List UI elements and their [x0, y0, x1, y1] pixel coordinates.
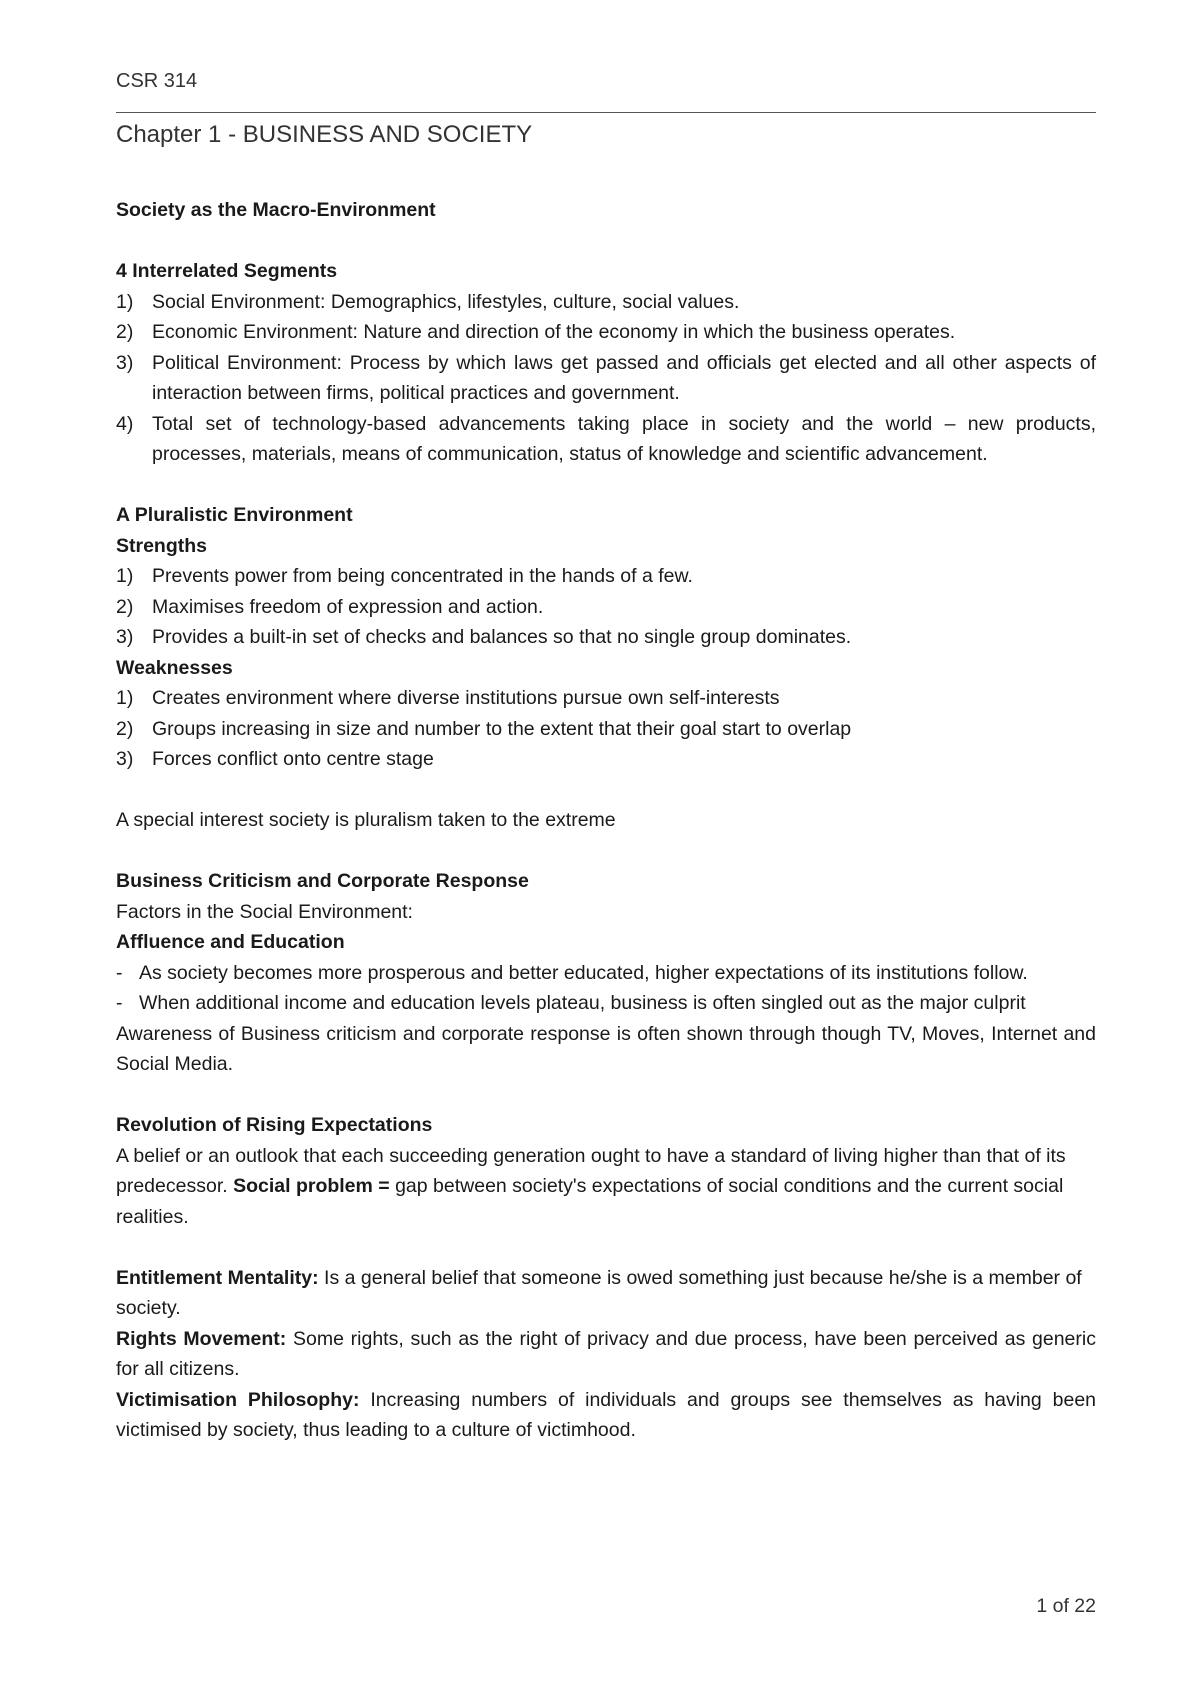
chapter-title: Chapter 1 - BUSINESS AND SOCIETY	[116, 121, 533, 148]
revolution-paragraph: A belief or an outlook that each succeeding generation ought to have a standard of living higher than that of its predecessor. Social problem = gap between society's expectations of social conditions and the current social realities.	[116, 1144, 1066, 1228]
section-heading: Business Criticism and Corporate Response	[116, 870, 529, 892]
awareness-paragraph: Awareness of Business criticism and corporate response is often shown through though TV, Moves, Internet and Social Media.	[116, 1022, 1096, 1075]
segments-list	[116, 287, 1096, 470]
section-heading: Revolution of Rising Expectations	[116, 1114, 433, 1136]
list-item: 2) Groups increasing in size and number to the extent that their goal start to overlap	[116, 717, 852, 740]
list-item: 3) Political Environment: Process by which laws get passed and officials get elected and all other aspects of interaction between firms, political practices and government.	[116, 351, 1096, 404]
list-item: 3) Provides a built-in set of checks and balances so that no single group dominates.	[116, 626, 852, 648]
list-item: - As society becomes more prosperous and better educated, higher expectations of its institutions follow.	[116, 961, 1028, 984]
header-divider	[116, 112, 1096, 113]
factors-line: Factors in the Social Environment:	[116, 900, 413, 923]
strengths-list	[116, 561, 1096, 653]
pluralism-note: A special interest society is pluralism taken to the extreme	[116, 809, 616, 831]
list-item: 1) Prevents power from being concentrated in the hands of a few.	[116, 565, 693, 587]
list-item: - When additional income and education levels plateau, business is often singled out as the major culprit	[116, 992, 1026, 1014]
list-item: 2) Economic Environment: Nature and direction of the economy in which the business operates.	[116, 321, 956, 343]
course-code: CSR 314	[116, 70, 198, 92]
list-item: 1) Creates environment where diverse institutions pursue own self-interests	[116, 687, 780, 709]
list-item: 4) Total set of technology-based advancements taking place in society and the world – new products, processes, materials, means of communication, status of knowledge and scientific advancement.	[116, 412, 1096, 465]
subheading-strengths: Strengths	[116, 534, 208, 557]
section-heading: A Pluralistic Environment	[116, 504, 353, 526]
section-heading: Society as the Macro-Environment	[116, 199, 436, 221]
affluence-list	[116, 958, 1096, 1019]
section-heading: 4 Interrelated Segments	[116, 260, 338, 282]
list-item: 2) Maximises freedom of expression and action.	[116, 595, 544, 618]
list-item: 1) Social Environment: Demographics, lifestyles, culture, social values.	[116, 290, 740, 313]
term-entitlement: Entitlement Mentality: Is a general belief that someone is owed something just because he/she is a member of society.	[116, 1266, 1082, 1319]
term-rights: Rights Movement: Some rights, such as the right of privacy and due process, have been perceived as generic for all citizens.	[116, 1327, 1096, 1380]
term-victimisation: Victimisation Philosophy: Increasing numbers of individuals and groups see themselves as having been victimised by society, thus leading to a culture of victimhood.	[116, 1388, 1097, 1441]
subheading-weaknesses: Weaknesses	[116, 656, 233, 679]
list-item: 3) Forces conflict onto centre stage	[116, 748, 434, 770]
weaknesses-list	[116, 683, 1096, 775]
page-number: 1 of 22	[1036, 1595, 1096, 1617]
subheading-affluence: Affluence and Education	[116, 931, 345, 953]
document-body	[116, 195, 1096, 1446]
